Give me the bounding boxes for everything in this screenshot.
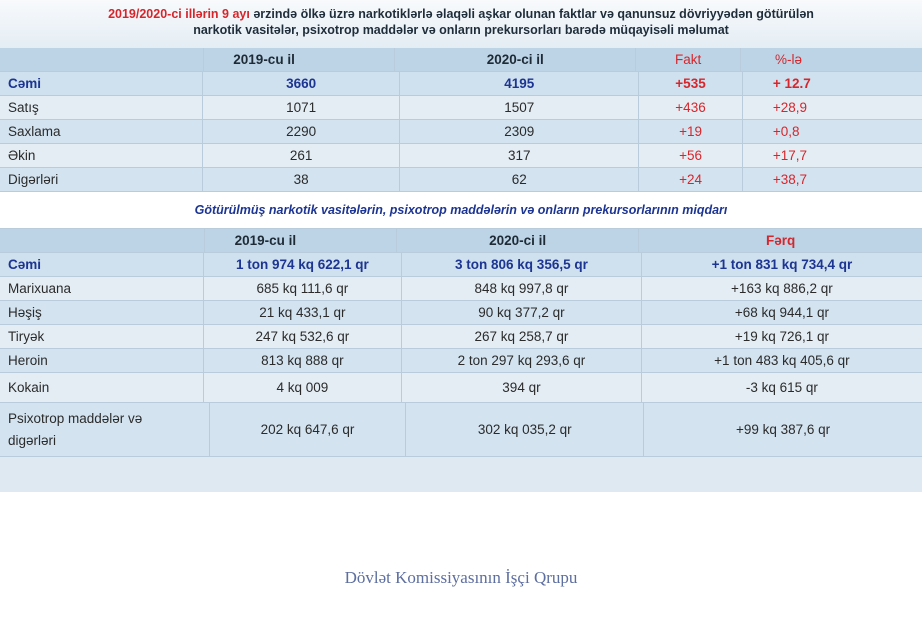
value-2019: 38	[203, 168, 401, 192]
header-2019: 2019-cu il	[134, 48, 395, 72]
value-difference: +99 kq 387,6 qr	[644, 403, 922, 457]
value-2020: 2309	[400, 120, 639, 144]
value-fakt: +56	[639, 144, 743, 168]
header-2020: 2020-ci il	[395, 48, 636, 72]
row-label: Həşiş	[0, 301, 204, 325]
value-2020: 848 kq 997,8 qr	[402, 277, 642, 301]
value-2020: 317	[400, 144, 639, 168]
value-2019: 813 kq 888 qr	[204, 349, 402, 373]
title-line-1	[0, 6, 922, 22]
row-label: Kokain	[0, 373, 204, 403]
value-difference: +163 kq 886,2 qr	[642, 277, 922, 301]
value-percent: +28,9	[743, 96, 922, 120]
total-row	[0, 72, 922, 96]
row-label: Satış	[0, 96, 203, 120]
value-2020: 62	[400, 168, 639, 192]
title-period: 2019/2020-ci illərin 9 ayı	[108, 7, 250, 21]
value-2020: 4195	[400, 72, 639, 96]
table-row	[0, 373, 922, 403]
title-line-2: narkotik vasitələr, psixotrop maddələr və onların prekursorları barədə müqayisəli məlumat	[193, 23, 729, 37]
value-2019: 4 kq 009	[204, 373, 402, 403]
value-percent: +17,7	[743, 144, 922, 168]
header-2020: 2020-ci il	[397, 229, 639, 253]
value-2019: 202 kq 647,6 qr	[210, 403, 407, 457]
row-label: Cəmi	[0, 253, 204, 277]
footer-signature: Dövlət Komissiyasının İşçi Qrupu	[344, 568, 578, 587]
value-fakt: +19	[639, 120, 743, 144]
table-row	[0, 349, 922, 373]
value-2019: 3660	[203, 72, 401, 96]
value-2019: 21 kq 433,1 qr	[204, 301, 402, 325]
value-2019: 261	[203, 144, 401, 168]
value-percent: +0,8	[743, 120, 922, 144]
row-label: Psixotrop maddələr və digərləri	[0, 403, 210, 457]
value-difference: +1 ton 831 kq 734,4 qr	[642, 253, 922, 277]
table-row	[0, 403, 922, 457]
value-difference: +1 ton 483 kq 405,6 qr	[642, 349, 922, 373]
value-percent: +38,7	[743, 168, 922, 192]
value-2020: 267 kq 258,7 qr	[402, 325, 642, 349]
value-2020: 90 kq 377,2 qr	[402, 301, 642, 325]
header-2019: 2019-cu il	[135, 229, 397, 253]
value-2019: 2290	[203, 120, 401, 144]
row-label: Tiryək	[0, 325, 204, 349]
row-label: Saxlama	[0, 120, 203, 144]
row-label: Cəmi	[0, 72, 203, 96]
cases-table-header	[0, 48, 922, 72]
value-2019: 1071	[203, 96, 401, 120]
value-2020: 3 ton 806 kq 356,5 qr	[402, 253, 642, 277]
value-2020: 394 qr	[402, 373, 642, 403]
value-2020: 1507	[400, 96, 639, 120]
seized-table-header	[0, 229, 922, 253]
value-2020: 2 ton 297 kq 293,6 qr	[402, 349, 642, 373]
value-2019: 685 kq 111,6 qr	[204, 277, 402, 301]
value-fakt: +535	[639, 72, 743, 96]
value-2019: 247 kq 532,6 qr	[204, 325, 402, 349]
table-row	[0, 96, 922, 120]
table-row	[0, 144, 922, 168]
value-percent: + 12.7	[743, 72, 922, 96]
value-fakt: +24	[639, 168, 743, 192]
value-fakt: +436	[639, 96, 743, 120]
cases-table	[0, 48, 922, 192]
total-row	[0, 253, 922, 277]
table-row	[0, 120, 922, 144]
header-ferq: Fərq	[639, 229, 922, 253]
row-label: Marixuana	[0, 277, 204, 301]
header-fakt: Fakt	[636, 48, 741, 72]
seized-table	[0, 229, 922, 457]
table-row	[0, 168, 922, 192]
table-row	[0, 301, 922, 325]
title-line-1-rest: ərzində ölkə üzrə narkotiklərlə əlaqəli aşkar olunan faktlar və qanunsuz dövriyyədən götürülən	[249, 7, 814, 21]
value-difference: +68 kq 944,1 qr	[642, 301, 922, 325]
value-2020: 302 kq 035,2 qr	[406, 403, 644, 457]
value-2019: 1 ton 974 kq 622,1 qr	[204, 253, 402, 277]
value-difference: +19 kq 726,1 qr	[642, 325, 922, 349]
seized-quantity-subtitle: Götürülmüş narkotik vasitələrin, psixotrop maddələrin və onların prekursorlarının miqdarı	[0, 192, 922, 229]
row-label: Digərləri	[0, 168, 203, 192]
table-row	[0, 325, 922, 349]
value-difference: -3 kq 615 qr	[642, 373, 922, 403]
header-percent: %-lə	[741, 48, 922, 72]
row-label: Heroin	[0, 349, 204, 373]
row-label: Əkin	[0, 144, 203, 168]
document-title	[0, 0, 922, 48]
table-row	[0, 277, 922, 301]
